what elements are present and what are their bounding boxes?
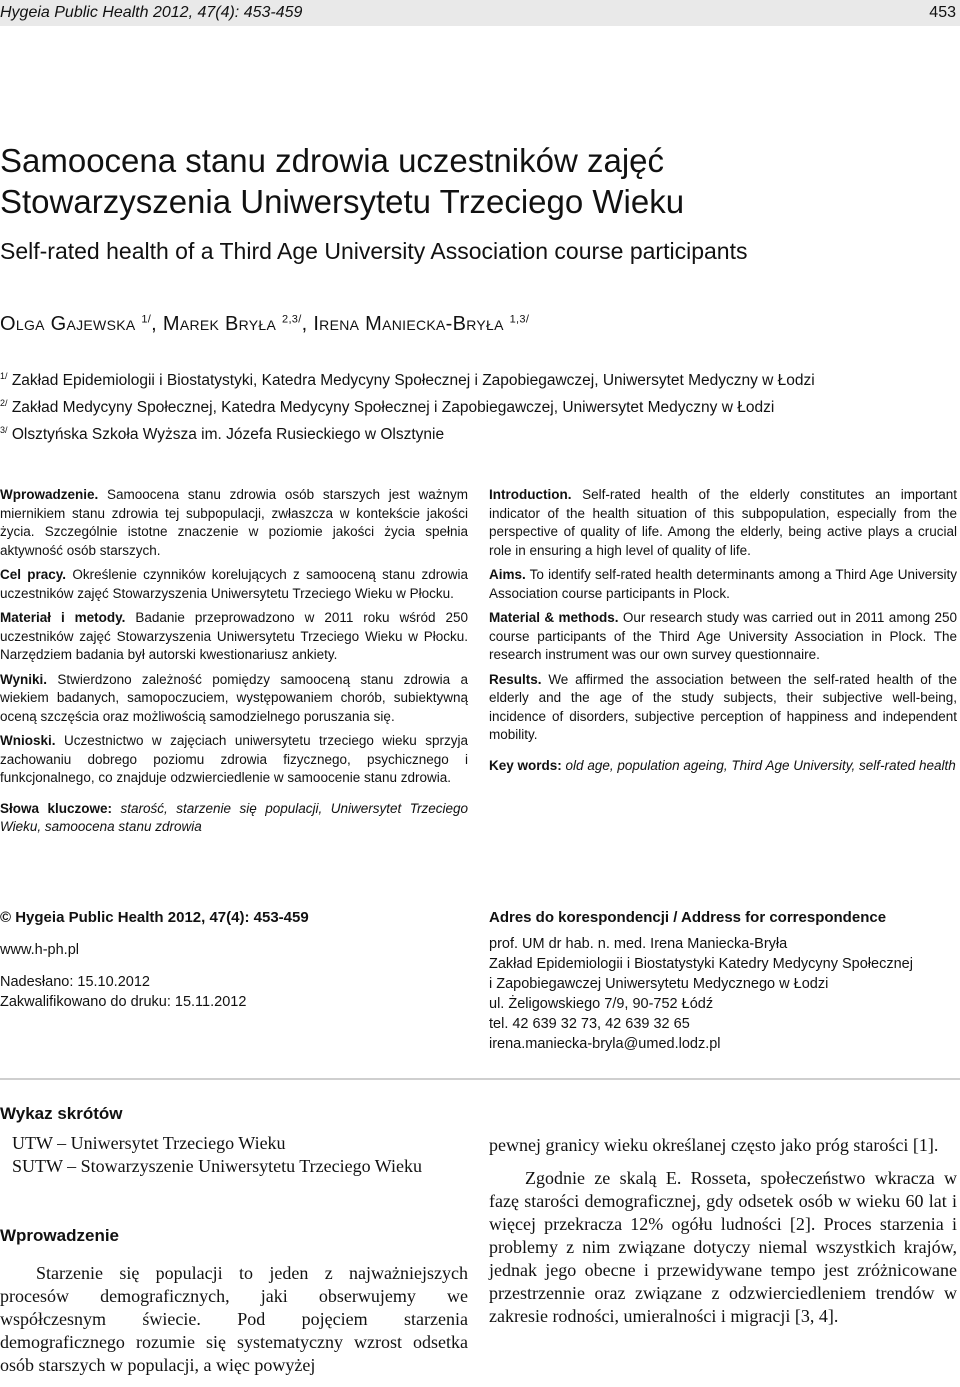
- accepted-date: Zakwalifikowano do druku: 15.11.2012: [0, 994, 247, 1010]
- keywords-text: starość, starzenie się populacji, Uniwersytet Trzeciego Wieku, samoocena stanu zdrowia: [0, 800, 468, 834]
- author-affiliation-mark: 2,3/: [282, 313, 302, 326]
- body-paragraph: Starzenie się populacji to jeden z najważniejszych procesów demograficznych, jaki obserwujemy we współczesnym świecie. Pod pojęciem starzenia demograficznego rozumie się systematyczny wzrost odsetka osób starszych w populacji, a więc powyżej: [0, 1263, 468, 1375]
- abbreviations-heading: Wykaz skrótów: [0, 1104, 123, 1123]
- citation-block: [0, 908, 468, 1012]
- section-label: Wnioski.: [0, 733, 56, 748]
- author-affiliation-mark: 1/: [141, 313, 152, 326]
- journal-citation: Hygeia Public Health 2012, 47(4): 453-459: [0, 4, 303, 21]
- author-name: Irena Maniecka-Bryła: [313, 313, 504, 335]
- section-text: Badanie przeprowadzono w 2011 roku wśród 250 uczestników zajęć Stowarzyszenia Uniwersytetu Trzeciego Wieku w Płocku. Narzędziem badania był autorski kwestionariusz ankiety.: [0, 610, 468, 662]
- correspondence-line: ul. Żeligowskiego 7/9, 90-752 Łódź: [489, 996, 714, 1012]
- introduction-right-column: [489, 1134, 957, 1338]
- affiliations: [0, 365, 815, 446]
- article-subtitle: Self-rated health of a Third Age University Association course participants: [0, 238, 748, 264]
- section-label: Cel pracy.: [0, 567, 67, 582]
- keywords-polish: [0, 800, 468, 837]
- section-text: Self-rated health of the elderly constitutes an important indicator of the health situation of this subpopulation, especially from the perspective of quality of life. Among the elderly, being active plays a crucial role in ensuring a high level of quality of life.: [489, 487, 957, 558]
- section-label: Aims.: [489, 567, 526, 582]
- body-paragraph: Zgodnie ze skalą E. Rosseta, społeczeństwo wkracza w fazę starości demograficznej, gdy odsetek osób w wieku 60 lat i więcej przekracza 12% ogółu ludności [2]. Proces starzenia i problemy z nim związane dotyczy niemal wszystkich krajów, jednak jego obecne i przewidywane tempo jest zróżnicowane przestrzennie oraz związane z odzwierciedleniem trendów w zakresie rodności, umieralności i migracji [3, 4].: [489, 1168, 957, 1326]
- section-text: To identify self-rated health determinants among a Third Age University Association course participants in Plock.: [489, 567, 957, 601]
- abstract-section: [0, 486, 468, 560]
- affiliation-mark: 3/: [0, 425, 8, 436]
- correspondence-heading: Adres do korespondencji / Address for correspondence: [489, 909, 887, 926]
- affiliation-mark: 1/: [0, 371, 8, 381]
- section-text: We affirmed the association between the self-rated health of the elderly and the age of the study subjects, their subjective well-being, incidence of disorders, subjective perception of happiness and independent mobility.: [489, 671, 957, 742]
- introduction-left-column: [0, 1262, 468, 1387]
- section-label: Results.: [489, 671, 542, 687]
- correspondence-block: [489, 908, 957, 1054]
- author-name: Marek Bryła: [162, 313, 277, 335]
- journal-url-link[interactable]: www.h-ph.pl: [0, 942, 79, 958]
- keywords-label: Key words:: [489, 757, 562, 773]
- section-text: Our research study was carried out in 2011 among 250 course participants of the Third Age University Association in Plock. The research instrument was our own survey questionnaire.: [489, 610, 957, 662]
- affiliation-text: Zakład Medycyny Społecznej, Katedra Medycyny Społecznej i Zapobiegawczej, Uniwersytet Medyczny w Łodzi: [11, 399, 775, 417]
- running-header: [0, 0, 960, 26]
- keywords-english: [489, 757, 957, 776]
- correspondence-line: tel. 42 639 32 73, 42 639 32 65: [489, 1016, 690, 1032]
- keywords-text: old age, population ageing, Third Age University, self-rated health: [565, 757, 956, 773]
- section-text: Samoocena stanu zdrowia osób starszych jest ważnym miernikiem stanu zdrowia tej subpopulacji, zwłaszcza w kontekście jakości życia. Szczególnie istotne znaczenie w poziomie jakości życia spełnia aktywność osób starszych.: [0, 487, 468, 558]
- page-number: 453: [929, 4, 956, 21]
- article-title: [0, 140, 960, 222]
- abstract-section: [0, 609, 468, 665]
- submitted-date: Nadesłano: 15.10.2012: [0, 974, 150, 990]
- title-line-2: Stowarzyszenia Uniwersytetu Trzeciego Wieku: [0, 183, 685, 220]
- affiliation-item: [0, 419, 815, 446]
- abstract-english: [489, 486, 957, 781]
- abbreviation-item: SUTW – Stowarzyszenie Uniwersytetu Trzeciego Wieku: [12, 1156, 423, 1176]
- affiliation-text: Zakład Epidemiologii i Biostatystyki, Katedra Medycyny Społecznej i Zapobiegawczej, Uniwersytet Medyczny w Łodzi: [11, 372, 815, 390]
- section-label: Material & methods.: [489, 610, 619, 625]
- keywords-label: Słowa kluczowe:: [0, 800, 112, 816]
- abstract-section: [0, 671, 468, 727]
- section-divider: [0, 1078, 960, 1080]
- section-label: Wyniki.: [0, 671, 48, 687]
- correspondence-email-link[interactable]: irena.maniecka-bryla@umed.lodz.pl: [489, 1036, 721, 1052]
- abbreviation-item: UTW – Uniwersytet Trzeciego Wieku: [12, 1133, 286, 1153]
- section-text: Określenie czynników korelujących z samooceną stanu zdrowia uczestników zajęć Stowarzyszenia Uniwersytetu Trzeciego Wieku w Płocku.: [0, 567, 468, 601]
- abbreviations-list: [12, 1132, 472, 1178]
- title-line-1: Samoocena stanu zdrowia uczestników zajęć: [0, 142, 665, 179]
- abstract-section: [489, 609, 957, 665]
- author-affiliation-mark: 1,3/: [509, 313, 530, 326]
- correspondence-line: i Zapobiegawczej Uniwersytetu Medycznego w Łodzi: [489, 976, 829, 992]
- abstract-polish: [0, 486, 468, 843]
- affiliation-item: [0, 392, 815, 419]
- affiliation-mark: 2/: [0, 398, 8, 409]
- copyright-line: © Hygeia Public Health 2012, 47(4): 453-459: [0, 909, 309, 926]
- abstract-section: [489, 566, 957, 603]
- abstract-section: [489, 486, 957, 560]
- abstract-section: [0, 566, 468, 603]
- abstract-section: [0, 732, 468, 788]
- correspondence-line: Zakład Epidemiologii i Biostatystyki Katedry Medycyny Społecznej: [489, 956, 913, 972]
- section-text: Uczestnictwo w zajęciach uniwersytetu trzeciego wieku sprzyja zachowaniu dobrego poziomu zdrowia fizycznego, psychicznego i funkcjonalnego, co znajduje odzwierciedlenie w samoocenie stanu zdrowia.: [0, 733, 468, 785]
- affiliation-item: [0, 365, 815, 392]
- correspondence-line: prof. UM dr hab. n. med. Irena Maniecka-Bryła: [489, 936, 788, 952]
- section-label: Introduction.: [489, 487, 572, 502]
- section-text: Stwierdzono zależność pomiędzy samooceną stanu zdrowia a wiekiem badanych, samopoczuciem, występowaniem chorób, subiektywną oceną szczęścia oraz możliwością samodzielnego poruszania się.: [0, 671, 468, 724]
- author-name: Olga Gajewska: [0, 313, 136, 335]
- abstract-section: [489, 671, 957, 745]
- affiliation-text: Olsztyńska Szkoła Wyższa im. Józefa Rusieckiego w Olsztynie: [11, 426, 445, 444]
- section-label: Wprowadzenie.: [0, 487, 99, 502]
- introduction-heading: Wprowadzenie: [0, 1226, 120, 1245]
- section-label: Materiał i metody.: [0, 610, 126, 625]
- body-paragraph: pewnej granicy wieku określanej często jako próg starości [1].: [489, 1135, 939, 1155]
- author-list: Olga Gajewska $^{1/}$, Marek Bryła $^{2,3/}$, Irena Maniecka-Bryła $^{1,3/}$: [0, 313, 530, 335]
